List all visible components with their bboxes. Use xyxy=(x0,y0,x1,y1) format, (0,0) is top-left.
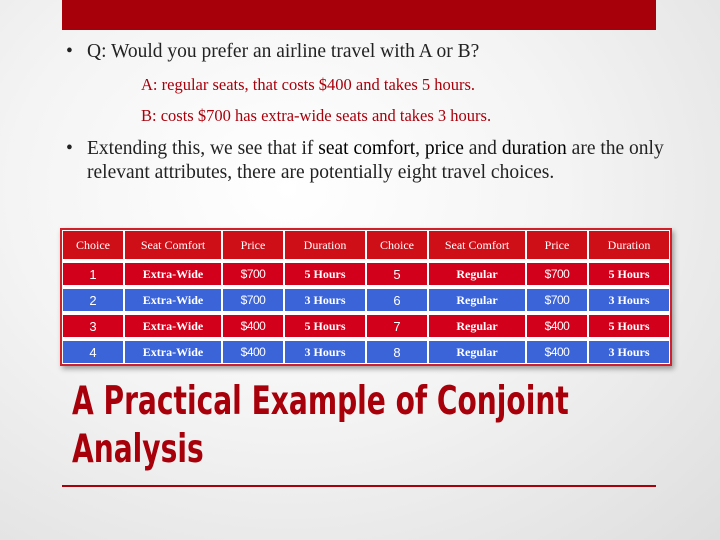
table-cell: Extra-Wide xyxy=(124,338,222,364)
header-cell: Duration xyxy=(588,230,670,260)
header-cell: Seat Comfort xyxy=(428,230,526,260)
table-cell: 5 xyxy=(366,260,428,286)
question-text: Q: Would you prefer an airline travel with A or B? xyxy=(87,41,480,62)
table-cell: 3 xyxy=(62,312,124,338)
table-cell: 2 xyxy=(62,286,124,312)
table-row xyxy=(62,338,670,364)
table-cell: 5 Hours xyxy=(588,312,670,338)
bullet-extending xyxy=(66,137,686,185)
table-cell: $400 xyxy=(526,338,588,364)
table-cell: 3 Hours xyxy=(588,338,670,364)
table-cell: 3 Hours xyxy=(588,286,670,312)
table-cell: $700 xyxy=(222,286,284,312)
slide-title xyxy=(72,378,569,474)
bullet-list xyxy=(66,40,686,185)
table-row xyxy=(62,286,670,312)
highlight-seat-comfort: seat comfort xyxy=(318,138,416,159)
extending-text-1: Extending this, we see that if xyxy=(87,138,319,159)
table-cell: Extra-Wide xyxy=(124,260,222,286)
table-cell: 5 Hours xyxy=(284,312,366,338)
table-cell: Regular xyxy=(428,338,526,364)
highlight-duration: duration xyxy=(501,138,567,159)
highlight-price: price xyxy=(424,138,464,159)
table-cell: 5 Hours xyxy=(588,260,670,286)
table-cell: $400 xyxy=(222,312,284,338)
table-cell: Extra-Wide xyxy=(124,286,222,312)
header-cell: Price xyxy=(526,230,588,260)
option-a-text: A: regular seats, that costs $400 and takes 5 hours. xyxy=(141,75,476,94)
table-cell: Regular xyxy=(428,286,526,312)
table-cell: 6 xyxy=(366,286,428,312)
table-row xyxy=(62,312,670,338)
slide-title-line-2: Analysis xyxy=(72,427,204,472)
table-cell: 5 Hours xyxy=(284,260,366,286)
extending-text-4: are the only relevant attributes, there are potentially eight travel choices. xyxy=(87,138,664,183)
header-cell: Choice xyxy=(366,230,428,260)
table-cell: 7 xyxy=(366,312,428,338)
table-cell: Extra-Wide xyxy=(124,312,222,338)
table-cell: $700 xyxy=(526,260,588,286)
table-cell: 8 xyxy=(366,338,428,364)
header-cell: Choice xyxy=(62,230,124,260)
option-b-text: B: costs $700 has extra-wide seats and takes 3 hours. xyxy=(141,106,492,125)
extending-text-2: , xyxy=(415,138,425,159)
table-row xyxy=(62,260,670,286)
title-underline xyxy=(62,485,656,487)
bullet-dot-icon: • xyxy=(66,138,73,159)
top-accent-bar xyxy=(62,0,656,30)
table-header-row xyxy=(62,230,670,260)
header-cell: Seat Comfort xyxy=(124,230,222,260)
header-cell: Price xyxy=(222,230,284,260)
table-cell: Regular xyxy=(428,260,526,286)
choices-table xyxy=(60,228,672,366)
extending-text-3: and xyxy=(463,138,502,159)
slide-title-line-1: A Practical Example of Conjoint xyxy=(72,379,569,424)
table-cell: $400 xyxy=(222,338,284,364)
bullet-question xyxy=(66,40,686,64)
table-cell: 3 Hours xyxy=(284,338,366,364)
table-cell: 4 xyxy=(62,338,124,364)
header-cell: Duration xyxy=(284,230,366,260)
table-cell: Regular xyxy=(428,312,526,338)
table-cell: $700 xyxy=(222,260,284,286)
table-cell: 1 xyxy=(62,260,124,286)
table-cell: $400 xyxy=(526,312,588,338)
table-cell: $700 xyxy=(526,286,588,312)
bullet-dot-icon: • xyxy=(66,41,73,62)
table-cell: 3 Hours xyxy=(284,286,366,312)
